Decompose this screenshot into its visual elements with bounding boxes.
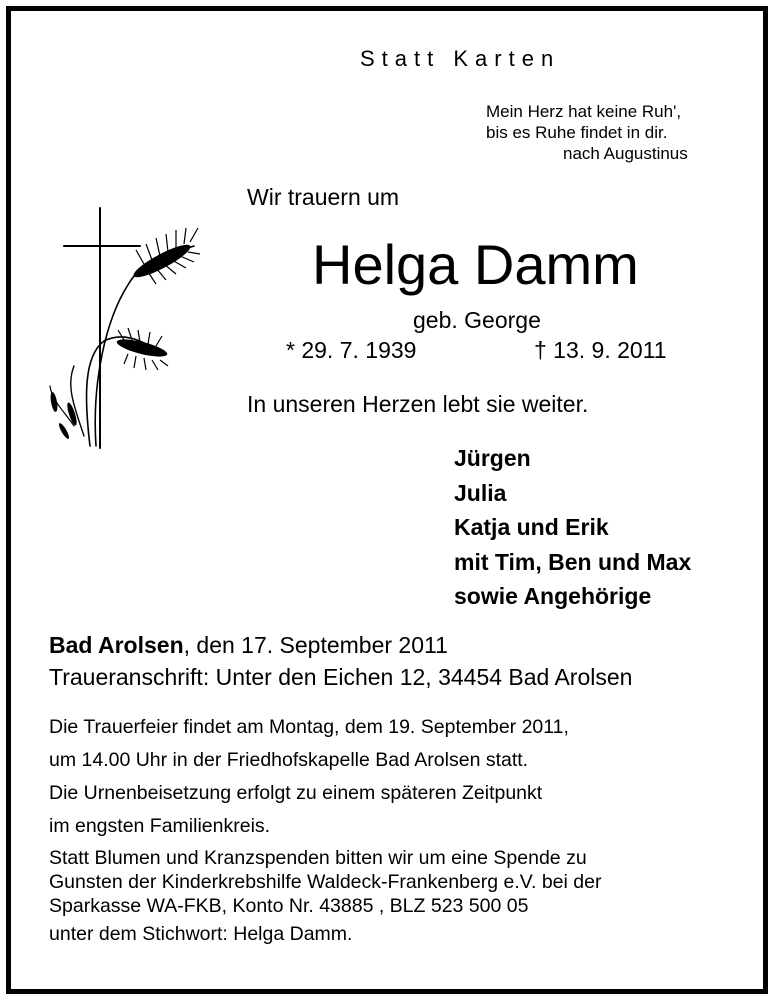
mourning-address: Traueranschrift: Unter den Eichen 12, 34454 Bad Arolsen — [49, 664, 633, 690]
donation-block — [49, 846, 601, 918]
note-line: Die Trauerfeier findet am Montag, dem 19. September 2011, — [49, 716, 569, 738]
intro-text: Wir trauern um — [247, 184, 400, 210]
place-and-date — [49, 632, 448, 659]
note-line: Gunsten der Kinderkrebshilfe Waldeck-Frankenberg e.V. bei der — [49, 871, 602, 893]
note-line: um 14.00 Uhr in der Friedhofskapelle Bad Arolsen statt. — [49, 749, 529, 771]
death-date: † 13. 9. 2011 — [534, 337, 667, 363]
memorial-motto: In unseren Herzen lebt sie weiter. — [247, 391, 589, 417]
mourner-entry: Julia — [454, 479, 507, 506]
note-line: Die Urnenbeisetzung erfolgt zu einem späteren Zeitpunkt — [49, 782, 543, 804]
mourner-entry: Jürgen — [454, 445, 531, 471]
cross-with-wheat-icon — [44, 206, 204, 456]
mourner-entry: mit Tim, Ben und Max — [454, 548, 692, 575]
quote-line-1: Mein Herz hat keine Ruh', — [486, 102, 682, 121]
note-line: Sparkasse WA-FKB, Konto Nr. 43885 , BLZ 523 500 05 — [49, 895, 529, 917]
quote-line-2: bis es Ruhe findet in dir. — [486, 123, 668, 142]
quote-source: nach Augustinus — [563, 144, 688, 163]
quote-block — [486, 101, 688, 164]
maiden-name: geb. George — [413, 307, 541, 333]
note-line: im engsten Familienkreis. — [49, 815, 271, 837]
note-line: Statt Blumen und Kranzspenden bitten wir um eine Spende zu — [49, 847, 587, 869]
mourner-entry: Katja und Erik — [454, 514, 609, 540]
service-notes — [49, 711, 601, 951]
birth-date: * 29. 7. 1939 — [286, 337, 417, 363]
note-line: unter dem Stichwort: Helga Damm. — [49, 923, 353, 945]
notice-date: , den 17. September 2011 — [183, 632, 448, 658]
deceased-name: Helga Damm — [312, 233, 639, 296]
mourners-list — [454, 441, 691, 614]
mourner-entry: sowie Angehörige — [454, 583, 652, 609]
place-name: Bad Arolsen — [49, 632, 184, 658]
header-statt-karten: Statt Karten — [360, 46, 561, 71]
